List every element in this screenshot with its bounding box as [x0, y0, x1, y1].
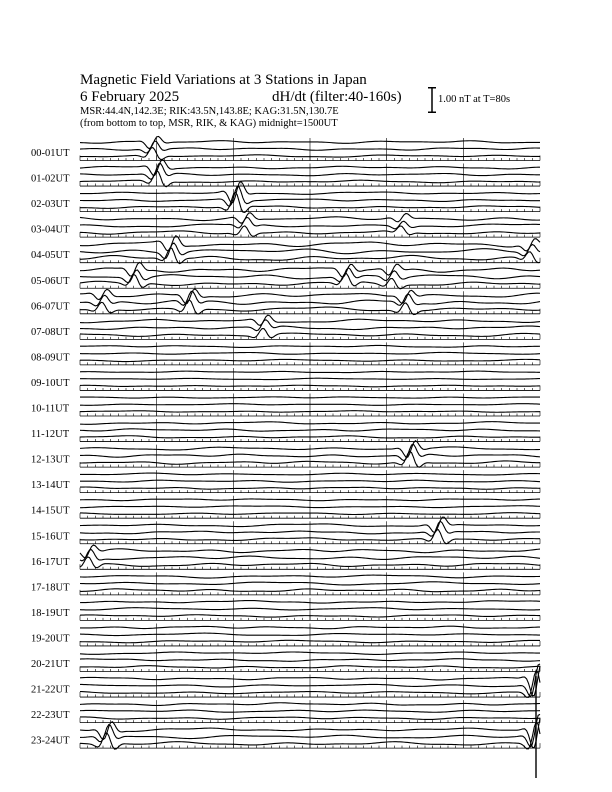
row-label: 05-06UT — [31, 275, 70, 287]
row-label: 06-07UT — [31, 301, 70, 313]
row-label: 17-18UT — [31, 582, 70, 594]
row-label: 02-03UT — [31, 199, 70, 211]
scale-label: 1.00 nT at T=80s — [438, 94, 511, 105]
row-label: 13-14UT — [31, 480, 70, 492]
row-label: 12-13UT — [31, 454, 70, 466]
row-label: 23-24UT — [31, 735, 70, 747]
row-label: 07-08UT — [31, 326, 70, 338]
filter-label: dH/dt (filter:40-160s) — [272, 89, 402, 105]
row-label: 21-22UT — [31, 684, 70, 696]
row-label: 00-01UT — [31, 148, 70, 159]
row-label: 10-11UT — [31, 403, 70, 415]
row-label: 18-19UT — [31, 607, 70, 619]
row-label: 16-17UT — [31, 556, 70, 568]
row-label: 11-12UT — [31, 429, 70, 441]
row-label: 08-09UT — [31, 352, 70, 364]
row-label: 15-16UT — [31, 531, 70, 543]
row-label: 20-21UT — [31, 659, 70, 670]
row-label: 01-02UT — [31, 173, 70, 185]
row-label: 09-10UT — [31, 377, 70, 389]
row-label: 04-05UT — [31, 250, 70, 262]
row-label: 14-15UT — [31, 505, 70, 517]
row-label: 03-04UT — [31, 224, 70, 236]
date-label: 6 February 2025 — [80, 89, 180, 105]
chart-title: Magnetic Field Variations at 3 Stations in Japan — [80, 72, 367, 88]
row-label: 22-23UT — [31, 710, 70, 722]
row-label: 19-20UT — [31, 633, 70, 645]
station-order-note: (from bottom to top, MSR, RIK, & KAG) midnight=1500UT — [80, 118, 338, 129]
stations-line: MSR:44.4N,142.3E; RIK:43.5N,143.8E; KAG:31.5N,130.7E — [80, 106, 339, 117]
